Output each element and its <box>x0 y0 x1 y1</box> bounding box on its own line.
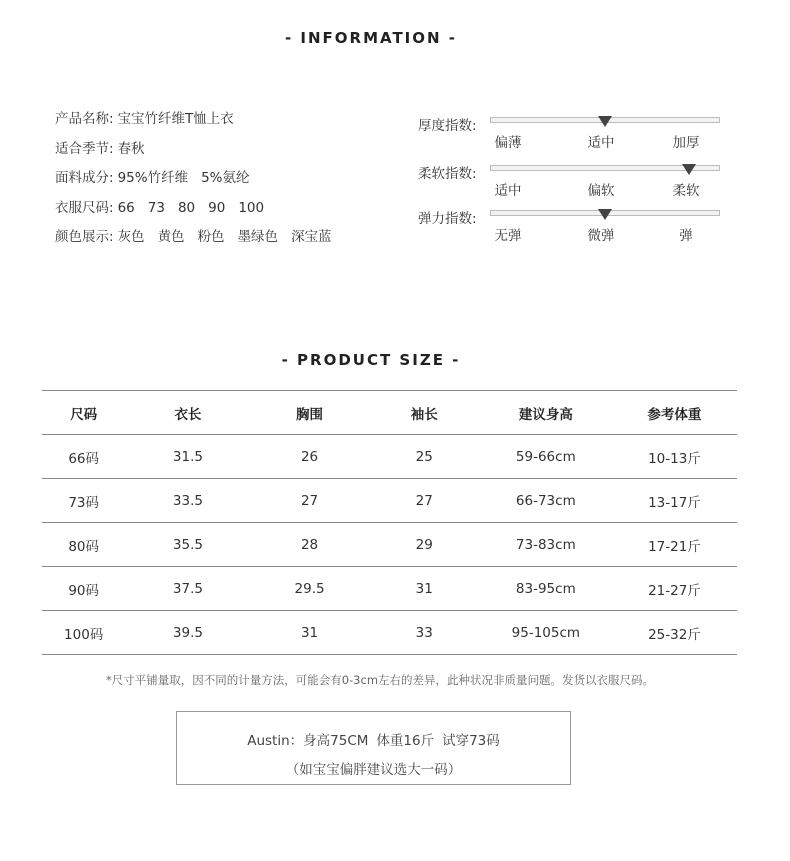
info-value-item: 73 <box>147 199 165 216</box>
table-cell: 83-95cm <box>480 567 612 611</box>
info-value-item: 深宝蓝 <box>291 229 332 245</box>
table-cell: 10-13斤 <box>612 435 737 479</box>
table-cell: 17-21斤 <box>612 523 737 567</box>
index-tick-label: 柔软 <box>672 183 700 199</box>
table-cell: 35.5 <box>125 523 250 567</box>
size-table-column-header: 尺码 <box>42 391 125 435</box>
model-fit-box <box>176 711 571 785</box>
table-cell: 73码 <box>42 479 125 523</box>
info-value-item: 粉色 <box>197 229 225 245</box>
index-label: 柔软指数: <box>418 166 477 182</box>
table-cell: 33.5 <box>125 479 250 523</box>
table-cell: 39.5 <box>125 611 250 655</box>
info-value-item: 80 <box>177 199 196 216</box>
info-label: 衣服尺码: <box>55 199 114 216</box>
table-cell: 25 <box>369 435 480 479</box>
info-value-item: 5%氨纶 <box>201 170 250 186</box>
table-cell: 66码 <box>42 435 125 479</box>
info-value-item: 95%竹纤维 <box>117 170 189 186</box>
info-value-item: 宝宝竹纤维T恤上衣 <box>117 111 234 127</box>
size-table-column-header: 建议身高 <box>480 391 612 435</box>
table-cell: 90码 <box>42 567 125 611</box>
table-cell: 13-17斤 <box>612 479 737 523</box>
table-cell: 27 <box>369 479 480 523</box>
info-value-item: 66 <box>117 199 135 216</box>
index-label: 厚度指数: <box>418 118 477 134</box>
model-fit-item: 体重16斤 <box>376 733 435 749</box>
index-row <box>418 158 738 198</box>
index-label: 弹力指数: <box>418 211 477 227</box>
index-track <box>490 117 720 123</box>
index-tick-label: 加厚 <box>672 135 700 151</box>
table-cell: 95-105cm <box>480 611 612 655</box>
size-table-header <box>42 391 737 435</box>
table-row <box>42 435 737 479</box>
index-track <box>490 165 720 171</box>
info-value <box>118 138 158 160</box>
table-row <box>42 479 737 523</box>
info-value <box>118 167 263 189</box>
info-label: 面料成分: <box>55 170 114 186</box>
table-cell: 66-73cm <box>480 479 612 523</box>
info-label: 产品名称: <box>55 111 114 127</box>
size-table-column-header: 胸围 <box>250 391 368 435</box>
model-fit-advice: （如宝宝偏胖建议选大一码） <box>285 762 462 778</box>
table-cell: 31 <box>250 611 368 655</box>
table-cell: 29.5 <box>250 567 368 611</box>
index-marker <box>682 164 696 175</box>
measurement-note: *尺寸平铺量取，因不同的计量方法，可能会有0-3cm左右的差异，此种状况非质量问题。发货以衣服尺码。 <box>105 673 655 687</box>
table-cell: 25-32斤 <box>612 611 737 655</box>
index-marker <box>598 209 612 220</box>
size-table-column-header: 袖长 <box>369 391 480 435</box>
index-track <box>490 210 720 216</box>
info-value <box>118 226 345 248</box>
info-row <box>55 167 345 197</box>
info-label: 适合季节: <box>55 140 114 157</box>
index-tick-label: 微弹 <box>587 228 615 244</box>
info-value <box>118 108 247 130</box>
table-row <box>42 523 737 567</box>
info-value-item: 黄色 <box>157 229 185 245</box>
table-cell: 33 <box>369 611 480 655</box>
index-tick-label: 无弹 <box>494 228 522 244</box>
model-fit-item: Austin：身高75CM <box>247 733 369 749</box>
info-row <box>55 108 345 138</box>
info-row <box>55 226 345 256</box>
info-value-item: 墨绿色 <box>237 229 279 245</box>
table-cell: 28 <box>250 523 368 567</box>
index-tick-label: 弹 <box>679 228 693 244</box>
index-row <box>418 110 738 150</box>
product-size-title: - PRODUCT SIZE - <box>281 351 461 369</box>
information-title: - INFORMATION - <box>284 29 458 47</box>
table-cell: 37.5 <box>125 567 250 611</box>
index-tick-label: 偏薄 <box>494 135 522 151</box>
table-cell: 59-66cm <box>480 435 612 479</box>
info-row <box>55 197 345 227</box>
table-cell: 80码 <box>42 523 125 567</box>
info-label: 颜色展示: <box>55 229 114 245</box>
product-info-list <box>55 108 345 256</box>
index-tick-label: 适中 <box>494 183 522 199</box>
table-cell: 27 <box>250 479 368 523</box>
table-row <box>42 567 737 611</box>
size-table-column-header: 参考体重 <box>612 391 737 435</box>
info-value-item: 100 <box>238 199 265 216</box>
table-cell: 73-83cm <box>480 523 612 567</box>
info-value <box>118 197 278 219</box>
index-tick-label: 适中 <box>587 135 615 151</box>
info-value-item: 春秋 <box>117 140 145 157</box>
table-cell: 100码 <box>42 611 125 655</box>
info-value-item: 灰色 <box>117 229 145 245</box>
table-cell: 29 <box>369 523 480 567</box>
model-fit-item: 试穿73码 <box>442 733 500 749</box>
size-table-column-header: 衣长 <box>125 391 250 435</box>
table-cell: 31.5 <box>125 435 250 479</box>
table-cell: 21-27斤 <box>612 567 737 611</box>
size-table <box>42 390 737 655</box>
index-marker <box>598 116 612 127</box>
model-fit-line <box>177 729 570 749</box>
index-row <box>418 203 738 243</box>
index-tick-label: 偏软 <box>587 183 615 199</box>
table-cell: 26 <box>250 435 368 479</box>
info-value-item: 90 <box>208 199 226 216</box>
info-row <box>55 138 345 168</box>
table-cell: 31 <box>369 567 480 611</box>
table-row <box>42 611 737 655</box>
